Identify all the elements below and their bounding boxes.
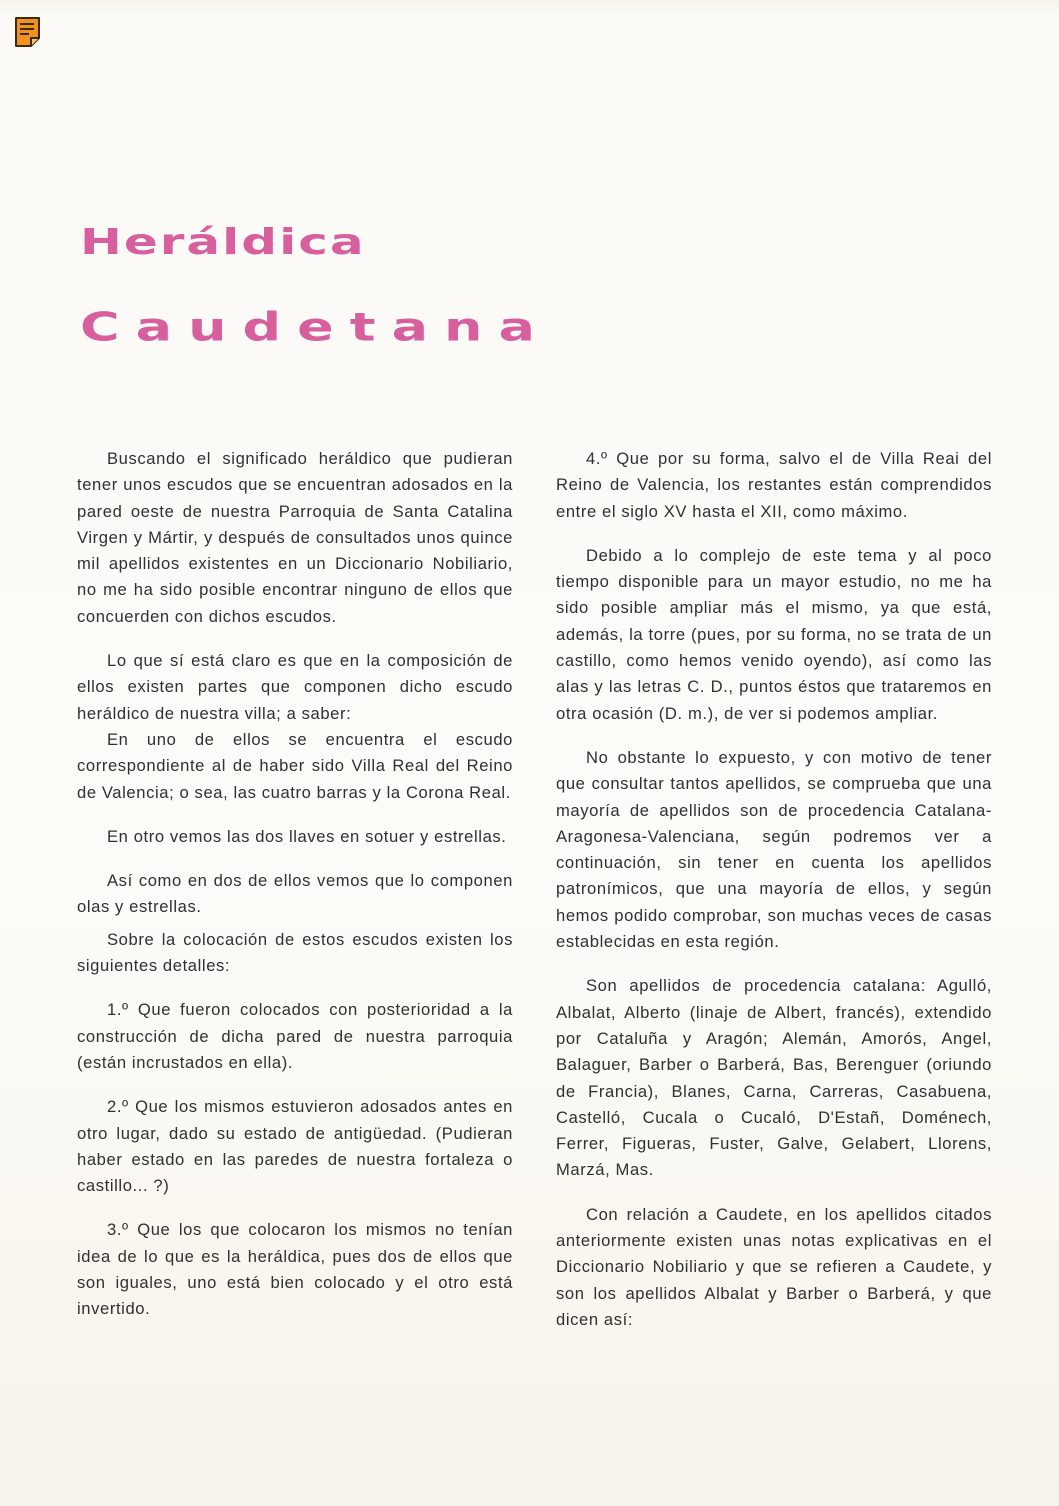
- numbered-point-1: 1.º Que fueron colocados con posterioridad a la construcción de dicha pared de nuestra parroquia (están incrustados en ella).: [77, 1000, 513, 1072]
- numbered-point-2: 2.º Que los mismos estuvieron adosados antes en otro lugar, dado su estado de antigüedad. (Pudieran haber estado en las paredes de nuestra fortaleza o castillo... ?): [77, 1097, 513, 1196]
- numbered-point-3: 3.º Que los que colocaron los mismos no tenían idea de lo que es la heráldica, pues dos de ellos que son iguales, uno está bien colocado y el otro está invertido.: [77, 1220, 513, 1319]
- paragraph: Así como en dos de ellos vemos que lo componen olas y estrellas.: [77, 871, 513, 917]
- right-column: [556, 446, 992, 1351]
- numbered-point-4: 4.º Que por su forma, salvo el de Villa Reai del Reino de Valencia, los restantes están comprendidos entre el siglo XV hasta el XII, como máximo.: [556, 449, 992, 521]
- paragraph: Debido a lo complejo de este tema y al poco tiempo disponible para un mayor estudio, no me ha sido posible ampliar más el mismo, ya que está, además, la torre (pues, por su forma, no se trata de un castillo, como hemos venido oyendo), así como las alas y las letras C. D., puntos éstos que trataremos en otra ocasión (D. m.), de ver si podemos ampliar.: [556, 545, 992, 723]
- article-title-line-1: Heráldica: [80, 221, 366, 263]
- paragraph: Son apellidos de procedencia catalana: Agulló, Albalat, Alberto (linaje de Albert, francés), extendido por Cataluña y Aragón; Alemán, Amorós, Angel, Balaguer, Barber o Barberá, Bas, Berenguer (oriundo de Francia), Blanes, Carna, Carreras, Casabuena, Castelló, Cucala o Cucaló, D'Estañ, Doménech, Ferrer, Figueras, Fuster, Galve, Gelabert, Llorens, Marzá, Mas.: [556, 976, 992, 1180]
- paragraph: Con relación a Caudete, en los apellidos citados anteriormente existen unas notas explicativas en el Diccionario Nobiliario y que se refieren a Caudete, y son los apellidos Albalat y Barber o Barberá, y que dicen así:: [556, 1204, 992, 1329]
- paragraph: Sobre la colocación de estos escudos existen los siguientes detalles:: [77, 929, 513, 976]
- document-icon[interactable]: [14, 16, 42, 48]
- left-column: [77, 446, 513, 1341]
- article-title-line-2: Caudetana: [80, 304, 551, 350]
- paragraph: Buscando el significado heráldico que pudieran tener unos escudos que se encuentran adosados en la pared oeste de nuestra Parroquia de Santa Catalina Virgen y Mártir, y después de consultados unos quince mil apellidos existentes en un Diccionario Nobiliario, no me ha sido posible encontrar ninguno de ellos que concuerden con dichos escudos.: [77, 449, 513, 626]
- paragraph: No obstante lo expuesto, y con motivo de tener que consultar tantos apellidos, se comprueba que una mayoría de apellidos son de procedencia Catalana-Aragonesa-Valenciana, según podremos ver a continuación, sin tener en cuenta los apellidos patronímicos, que una mayoría de ellos, y según hemos podido comprobar, son muchas veces de casas establecidas en esta región.: [556, 747, 992, 952]
- paragraph: Lo que sí está claro es que en la composición de ellos existen partes que componen dicho escudo heráldico de nuestra villa; a saber:: [77, 651, 513, 723]
- paragraph: En otro vemos las dos llaves en sotuer y estrellas.: [107, 826, 507, 846]
- paragraph: En uno de ellos se encuentra el escudo correspondiente al de haber sido Villa Real del Reino de Valencia; o sea, las cuatro barras y la Corona Real.: [77, 729, 513, 802]
